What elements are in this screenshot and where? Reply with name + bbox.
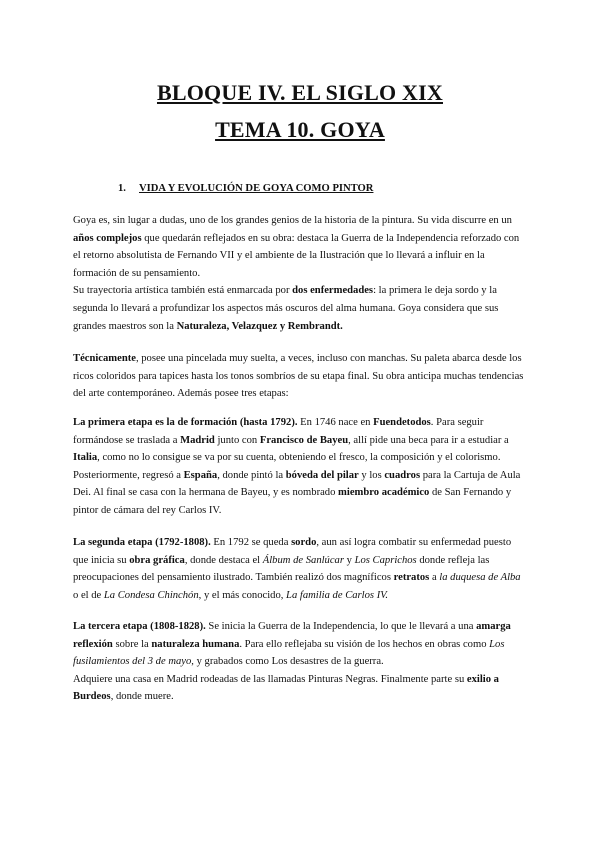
text-run: , posee una pincelada muy suelta, a veces, incluso con manchas. Su paleta abarca desde los ricos coloridos para tapices hasta los tonos sombríos de su etapa final. Su obra anticipa muchas tendencias del arte contemporáneo. Además posee tres etapas: — [73, 353, 524, 400]
text-run: donde refleja las preocupaciones del pensamiento ilustrado. También realizó dos magníficos — [73, 554, 490, 584]
italic-run: la duquesa de Alba — [439, 572, 521, 584]
text-run: junto con — [214, 434, 260, 446]
text-run: En 1746 nace en — [297, 417, 374, 428]
italic-run: Los fusilamientos del 3 de mayo — [73, 638, 505, 668]
text-run: , y el más conocido, — [198, 589, 287, 601]
text-run: Adquiere una casa en Madrid rodeadas de las llamadas Pinturas Negras. Finalmente parte su — [73, 673, 467, 685]
tema-title: TEMA 10. GOYA — [215, 117, 385, 142]
text-run: Su trayectoria artística también está enmarcada por — [73, 285, 293, 297]
section-number: 1. — [118, 183, 126, 194]
bold-run: Técnicamente — [73, 353, 136, 364]
bold-run: años complejos — [73, 232, 142, 244]
bold-run: exilio a Burdeos — [73, 673, 499, 703]
text-run: . Para ello reflejaba su visión de los hechos en obras como — [239, 638, 490, 650]
text-run: , donde muere. — [110, 691, 174, 703]
text-run: : la primera le deja sordo y la segunda lo llevará a profundizar los aspectos más oscuros del alma humana. Goya considera que sus grandes maestros son la — [73, 285, 499, 332]
text-run: , allí pide una beca para ir a estudiar a — [348, 434, 509, 446]
bold-run: retratos — [393, 572, 430, 584]
text-run: , donde pintó la — [217, 469, 286, 481]
bold-run: cuadros — [384, 469, 421, 481]
text-run: de San Fernando y pintor de cámara del rey Carlos IV. — [73, 487, 512, 516]
bold-run: naturaleza humana — [151, 638, 240, 650]
text-run: . Para seguir formándose se traslada a — [73, 417, 484, 446]
bold-run: La tercera etapa (1808-1828). — [73, 621, 206, 632]
paragraph-primera-etapa — [73, 414, 528, 520]
paragraph-segunda-etapa — [73, 534, 528, 604]
bold-run: España — [183, 469, 218, 481]
bold-run: La segunda etapa (1792-1808). — [73, 537, 211, 548]
bold-run: Italia — [73, 452, 98, 464]
text-run: , donde destaca el — [184, 554, 263, 566]
text-run: Goya es, sin lugar a dudas, uno de los grandes genios de la historia de la pintura. Su vida discurre en un — [73, 215, 512, 226]
text-run: , como no lo consigue se va por su cuenta, obteniendo el fresco, la composición y el colorismo. Posteriormente, regresó a — [73, 452, 501, 481]
bold-run: Naturaleza, Velazquez y Rembrandt. — [176, 320, 343, 332]
text-run: para la Cartuja de Aula Dei. Al final se casa con la hermana de Bayeu, y es nombrado — [73, 469, 521, 499]
italic-run: La Condesa Chinchón — [103, 589, 199, 601]
bold-run: Fuendetodos — [373, 417, 431, 428]
bold-run: amarga reflexión — [73, 621, 511, 650]
italic-run: Álbum de Sanlúcar — [262, 554, 344, 566]
paragraph-intro — [73, 212, 528, 335]
bold-run: miembro académico — [338, 487, 430, 499]
bloque-title: BLOQUE IV. EL SIGLO XIX — [156, 80, 443, 105]
paragraph-tercera-etapa — [73, 618, 528, 706]
bold-run: dos enfermedades — [292, 285, 374, 297]
text-run: a — [429, 572, 440, 584]
text-run: , y grabados como Los desastres de la guerra. — [191, 656, 384, 668]
text-run: Se inicia la Guerra de la Independencia, lo que le llevará a una — [205, 621, 477, 632]
bold-run: La primera etapa es la de formación (hasta 1792). — [73, 417, 298, 428]
bold-run: sordo — [291, 537, 317, 548]
text-run: , aun así logra combatir su enfermedad puesto que inicia su — [73, 537, 512, 566]
section-heading — [118, 183, 373, 194]
section-title: VIDA Y EVOLUCIÓN DE GOYA COMO PINTOR — [139, 183, 374, 194]
text-run: y — [343, 554, 355, 566]
text-run: En 1792 se queda — [210, 537, 292, 548]
bold-run: Francisco de Bayeu — [259, 434, 349, 446]
paragraph-tecnica — [73, 350, 528, 403]
text-run: o el de — [73, 589, 104, 601]
text-run: que quedarán reflejados en su obra: destaca la Guerra de la Independencia reforzado con el retorno absolutista de Fernando VII y el ambiente de la Ilustración que lo llevará a influir en la formación de su pensamiento. — [73, 232, 520, 279]
bold-run: bóveda del pilar — [285, 469, 359, 481]
bold-run: Madrid — [180, 434, 215, 446]
bold-run: obra gráfica — [129, 554, 185, 566]
text-run: y los — [358, 469, 385, 481]
text-run: sobre la — [112, 638, 152, 650]
italic-run: Los Caprichos — [354, 554, 417, 566]
italic-run: La familia de Carlos IV. — [286, 589, 388, 601]
